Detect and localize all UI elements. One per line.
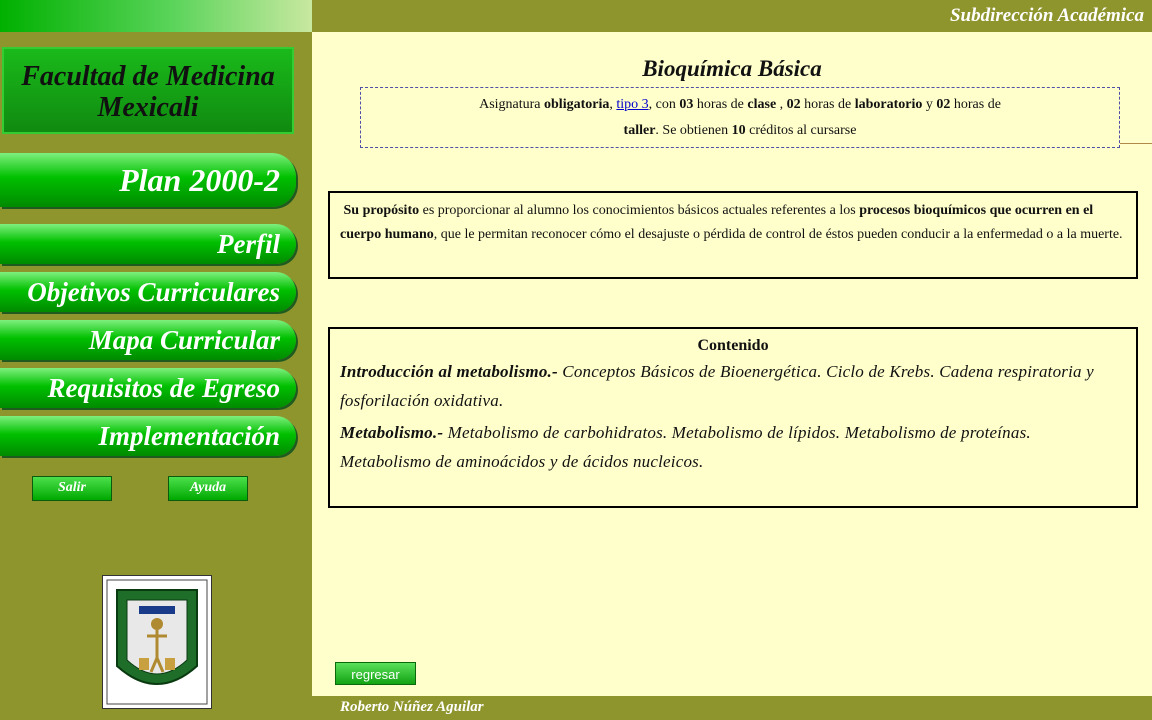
desc-text: , (776, 97, 787, 112)
desc-text: , (609, 97, 617, 112)
desc-text: créditos al cursarse (745, 123, 857, 138)
top-title: Subdirección Académica (949, 5, 1144, 26)
faculty-line-1: Facultad de Medicina (21, 61, 275, 92)
footer-author: Roberto Núñez Aguilar (340, 699, 484, 715)
plan-button[interactable]: Plan 2000-2 (0, 153, 296, 207)
tipo-link[interactable]: tipo 3 (616, 97, 649, 112)
salir-button[interactable]: Salir (32, 476, 112, 501)
contenido-paragraph-1 (340, 357, 1126, 415)
purpose-bold: Su propósito (343, 203, 420, 218)
course-description (360, 87, 1120, 148)
ayuda-button[interactable]: Ayuda (168, 476, 248, 501)
desc-text: horas de (800, 97, 855, 112)
desc-text: horas de (950, 97, 1001, 112)
contenido-heading: Introducción al metabolismo.- (340, 362, 558, 381)
desc-bold: laboratorio (854, 97, 923, 112)
contenido-title: Contenido (697, 337, 769, 354)
purpose-bold: procesos bioquímicos que ocurren en el cuerpo humano (340, 203, 1094, 242)
desc-bold: obligatoria (544, 97, 610, 112)
contenido-paragraph-2 (340, 418, 1126, 476)
top-banner (312, 0, 1152, 32)
regresar-button[interactable]: regresar (335, 662, 416, 685)
desc-bold: clase (747, 97, 777, 112)
purpose-text: es proporcionar al alumno los conocimientos básicos actuales referentes a los (419, 203, 860, 218)
course-title: Bioquímica Básica (642, 56, 822, 81)
nav-requisitos-de-egreso[interactable]: Requisitos de Egreso (0, 368, 296, 408)
divider-line (1120, 143, 1152, 144)
contenido-text: Metabolismo de carbohidratos. Metabolismo de lípidos. Metabolismo de proteínas. Metabolismo de aminoácidos y de ácidos nucleicos. (340, 423, 1031, 471)
faculty-line-2: Mexicali (97, 92, 199, 123)
nav-objetivos-curriculares[interactable]: Objetivos Curriculares (0, 272, 296, 312)
contenido-box (328, 327, 1138, 508)
desc-bold: 02 (936, 97, 951, 112)
top-left-banner (0, 0, 312, 32)
faculty-title (2, 47, 294, 134)
footer-bar (312, 696, 1152, 720)
purpose-text: , que le permitan reconocer cómo el desajuste o pérdida de control de éstos pueden conducir a la enfermedad o a la muerte. (433, 227, 1123, 242)
desc-bold: taller (623, 123, 656, 138)
nav-perfil[interactable]: Perfil (0, 224, 296, 264)
contenido-text: Conceptos Básicos de Bioenergética. Ciclo de Krebs. Cadena respiratoria y fosforilación oxidativa. (340, 362, 1094, 410)
desc-text: , con (648, 97, 680, 112)
nav-implementacion[interactable]: Implementación (0, 416, 296, 456)
desc-bold: 02 (786, 97, 801, 112)
contenido-heading: Metabolismo.- (340, 423, 444, 442)
desc-text: Asignatura (479, 97, 545, 112)
nav-mapa-curricular[interactable]: Mapa Curricular (0, 320, 296, 360)
desc-text: . Se obtienen (655, 123, 732, 138)
desc-text: y (922, 97, 937, 112)
university-seal-icon (102, 575, 212, 709)
desc-text: horas de (693, 97, 748, 112)
desc-bold: 10 (731, 123, 746, 138)
purpose-box (328, 191, 1138, 279)
desc-bold: 03 (679, 97, 694, 112)
